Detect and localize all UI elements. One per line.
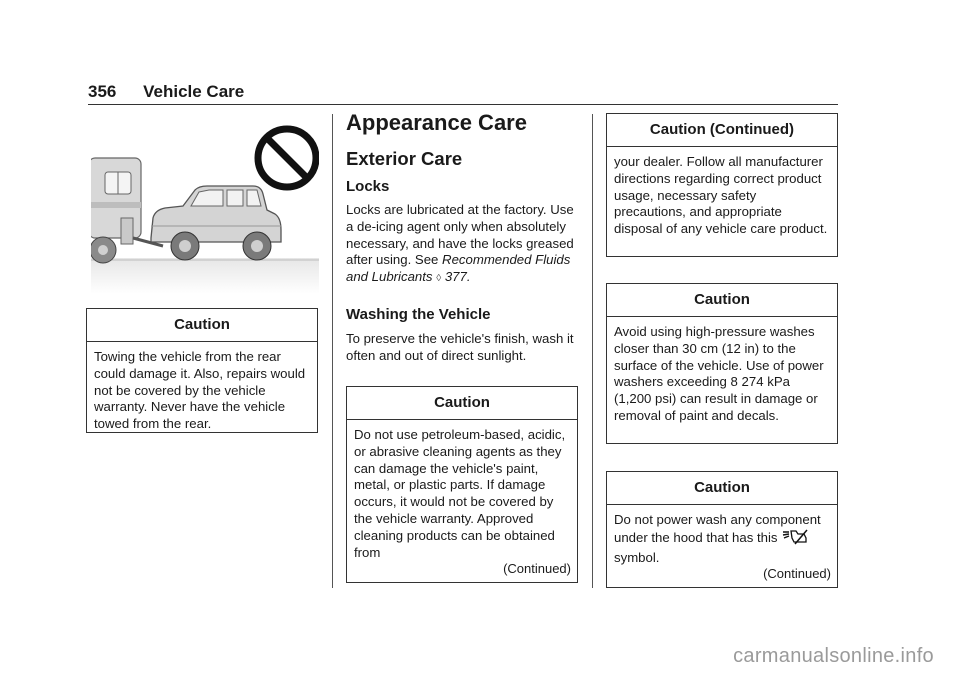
washing-paragraph: To preserve the vehicle's finish, wash it often and out of direct sunlight. xyxy=(346,331,574,363)
heading-appearance-care: Appearance Care xyxy=(346,110,527,135)
continued-label: (Continued) xyxy=(763,566,831,582)
engine-spray-symbol-icon xyxy=(782,529,808,550)
page-number: 356 xyxy=(88,82,117,101)
column-divider-2 xyxy=(592,114,593,588)
column-divider-1 xyxy=(332,114,333,588)
continued-label: (Continued) xyxy=(503,561,571,577)
watermark: carmanualsonline.info xyxy=(733,645,934,667)
caution-title: Caution (Continued) xyxy=(607,114,837,147)
no-towing-rear-illustration xyxy=(91,118,319,294)
caution-body: your dealer. Follow all manufacturer directions regarding correct product usage, necessary safety precautions, and appropriate disposal of any vehicle care product. xyxy=(614,154,828,237)
caution-box-towing xyxy=(86,308,318,433)
caution-title: Caution xyxy=(87,309,317,342)
locks-reference-link[interactable]: Recommended Fluids and Lubricants xyxy=(346,252,571,285)
locks-paragraph: Locks are lubricated at the factory. Use a de-icing agent only when absolutely necessary, and have the locks greased after using. See Recommended Fluids and Lubricants ◊ 377. xyxy=(346,202,574,285)
locks-reference-page[interactable]: 377 xyxy=(444,269,467,285)
caution-title: Caution xyxy=(347,387,577,420)
caution-title: Caution xyxy=(607,472,837,505)
caution-body: Do not use petroleum-based, acidic, or abrasive cleaning agents as they can damage the vehicle's paint, metal, or plastic parts. If damage occurs, it would not be covered by the vehicle warranty. Approved cleaning products can be obtained from xyxy=(354,427,566,560)
caution-box-under-hood xyxy=(606,471,838,588)
heading-washing: Washing the Vehicle xyxy=(346,306,491,323)
caution-body: Do not power wash any component under the hood that has this symbol. xyxy=(614,512,821,565)
header-rule xyxy=(88,104,838,105)
locks-text: Locks are lubricated at the factory. Use a de-icing agent only when absolutely necessary, and have the locks greased after using. See xyxy=(346,202,574,268)
page-header xyxy=(88,82,244,102)
caution-box-cleaning-agents xyxy=(346,386,578,583)
heading-exterior-care: Exterior Care xyxy=(346,148,463,169)
caution-title: Caution xyxy=(607,284,837,317)
heading-locks: Locks xyxy=(346,178,390,195)
page-ref-icon: ◊ xyxy=(436,273,442,285)
caution-box-pressure-washer xyxy=(606,283,838,444)
caution-body: Avoid using high-pressure washes closer than 30 cm (12 in) to the surface of the vehicle. Use of power washers exceeding 8 274 kPa (1,200 psi) can result in damage or removal of paint and decals. xyxy=(614,324,824,423)
caution-body: Towing the vehicle from the rear could damage it. Also, repairs would not be covered by the vehicle warranty. Never have the vehicle towed from the rear. xyxy=(94,349,306,432)
section-title: Vehicle Care xyxy=(143,82,245,101)
caution-box-continued xyxy=(606,113,838,257)
